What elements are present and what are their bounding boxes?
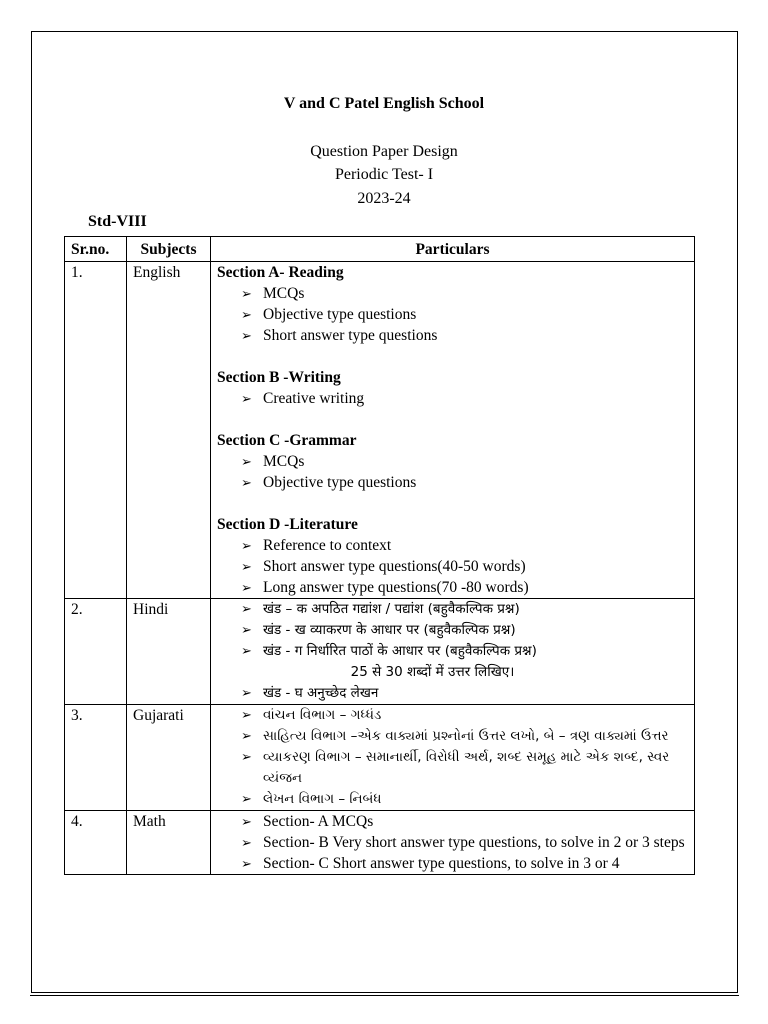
arrowhead-bullet-icon: ➢ [241, 538, 252, 553]
section-title: Section A- Reading [217, 264, 344, 281]
particulars-cell [211, 262, 695, 599]
instruction-note: 25 से 30 शब्दों में उत्तर लिखिए। [350, 664, 515, 680]
particulars-cell [211, 811, 695, 875]
subject-name: Hindi [127, 599, 211, 705]
arrowhead-bullet-icon: ➢ [241, 644, 252, 659]
table-row [65, 599, 695, 705]
list-item: ➢ Short answer type questions [241, 327, 438, 344]
particulars-cell [211, 705, 695, 811]
table-row [65, 262, 695, 599]
row-number: 4. [65, 811, 127, 875]
arrowhead-bullet-icon: ➢ [241, 708, 252, 723]
list-item: ➢ વ્યાકરણ વિભાગ – સમાનાર્થી, વિરોધી અર્થ, શબ્દ સમૂહ માટે એક શબ્દ, સ્વર વ્યંજન [241, 749, 670, 786]
arrowhead-bullet-icon: ➢ [241, 580, 252, 595]
list-item: ➢ Section- B Very short answer type questions, to solve in 2 or 3 steps [241, 834, 685, 851]
section-title: Section D -Literature [217, 516, 358, 533]
arrowhead-bullet-icon: ➢ [241, 475, 252, 490]
section-title: Section C -Grammar [217, 432, 357, 449]
list-item: ➢ વાંચન વિભાગ – ગધ્ધંડ [217, 705, 688, 726]
test-name: Periodic Test- I [334, 166, 434, 183]
academic-year: 2023-24 [357, 190, 411, 207]
list-item: ➢ Creative writing [241, 390, 365, 407]
section-title: Section B -Writing [217, 369, 341, 386]
list-item: ➢ खंड - ख व्याकरण के आधार पर (बहुवैकल्पिक प्रश्न) [217, 620, 688, 641]
list-item: ➢ MCQs [241, 453, 305, 470]
list-item: ➢ Reference to context [241, 537, 392, 554]
list-item: ➢ Section- A MCQs [241, 813, 374, 830]
arrowhead-bullet-icon: ➢ [241, 307, 252, 322]
arrowhead-bullet-icon: ➢ [241, 559, 252, 574]
list-item: ➢ Objective type questions [241, 474, 417, 491]
list-item: ➢ खंड - ग निर्धारित पाठों के आधार पर (बहुवैकल्पिक प्रश्न) [217, 641, 688, 662]
arrowhead-bullet-icon: ➢ [241, 623, 252, 638]
arrowhead-bullet-icon: ➢ [241, 454, 252, 469]
arrowhead-bullet-icon: ➢ [241, 729, 252, 744]
arrowhead-bullet-icon: ➢ [241, 686, 252, 701]
school-name: V and C Patel English School [283, 95, 485, 112]
list-item: ➢ Section- C Short answer type questions, to solve in 3 or 4 [241, 855, 620, 872]
list-item: ➢ खंड – क अपठित गद्यांश / पद्यांश (बहुवैकल्पिक प्रश्न) [217, 599, 688, 620]
row-number: 1. [65, 262, 127, 599]
list-item: ➢ લેખન વિભાગ – નિબંધ [217, 789, 688, 810]
row-number: 2. [65, 599, 127, 705]
subject-name: Gujarati [127, 705, 211, 811]
arrowhead-bullet-icon: ➢ [241, 814, 252, 829]
subject-name: Math [127, 811, 211, 875]
arrowhead-bullet-icon: ➢ [241, 328, 252, 343]
subject-name: English [127, 262, 211, 599]
arrowhead-bullet-icon: ➢ [241, 391, 252, 406]
arrowhead-bullet-icon: ➢ [241, 286, 252, 301]
col-header-subjects: Subjects [127, 237, 211, 262]
question-paper-table [64, 236, 695, 875]
paper-design-title: Question Paper Design [310, 143, 458, 160]
list-item: ➢ Long answer type questions(70 -80 words) [241, 579, 529, 596]
table-row [65, 811, 695, 875]
table-header-row [65, 237, 695, 262]
arrowhead-bullet-icon: ➢ [241, 792, 252, 807]
arrowhead-bullet-icon: ➢ [241, 856, 252, 871]
arrowhead-bullet-icon: ➢ [241, 602, 252, 617]
list-item: ➢ Short answer type questions(40-50 words) [241, 558, 526, 575]
list-item: ➢ Objective type questions [241, 306, 417, 323]
particulars-cell [211, 599, 695, 705]
arrowhead-bullet-icon: ➢ [241, 835, 252, 850]
list-item: ➢ સાહિત્ય વિભાગ –એક વાક્યમાં પ્રશ્નોનાં ઉત્તર લખો, બે – ત્રણ વાક્યમાં ઉત્તર [217, 726, 688, 747]
list-item: ➢ खंड - घ अनुच्छेद लेखन [217, 683, 688, 704]
col-header-particulars: Particulars [211, 237, 695, 262]
col-header-srno: Sr.no. [65, 237, 127, 262]
table-row [65, 705, 695, 811]
row-number: 3. [65, 705, 127, 811]
standard-label: Std-VIII [88, 213, 147, 230]
arrowhead-bullet-icon: ➢ [241, 750, 252, 765]
list-item: ➢ MCQs [241, 285, 305, 302]
